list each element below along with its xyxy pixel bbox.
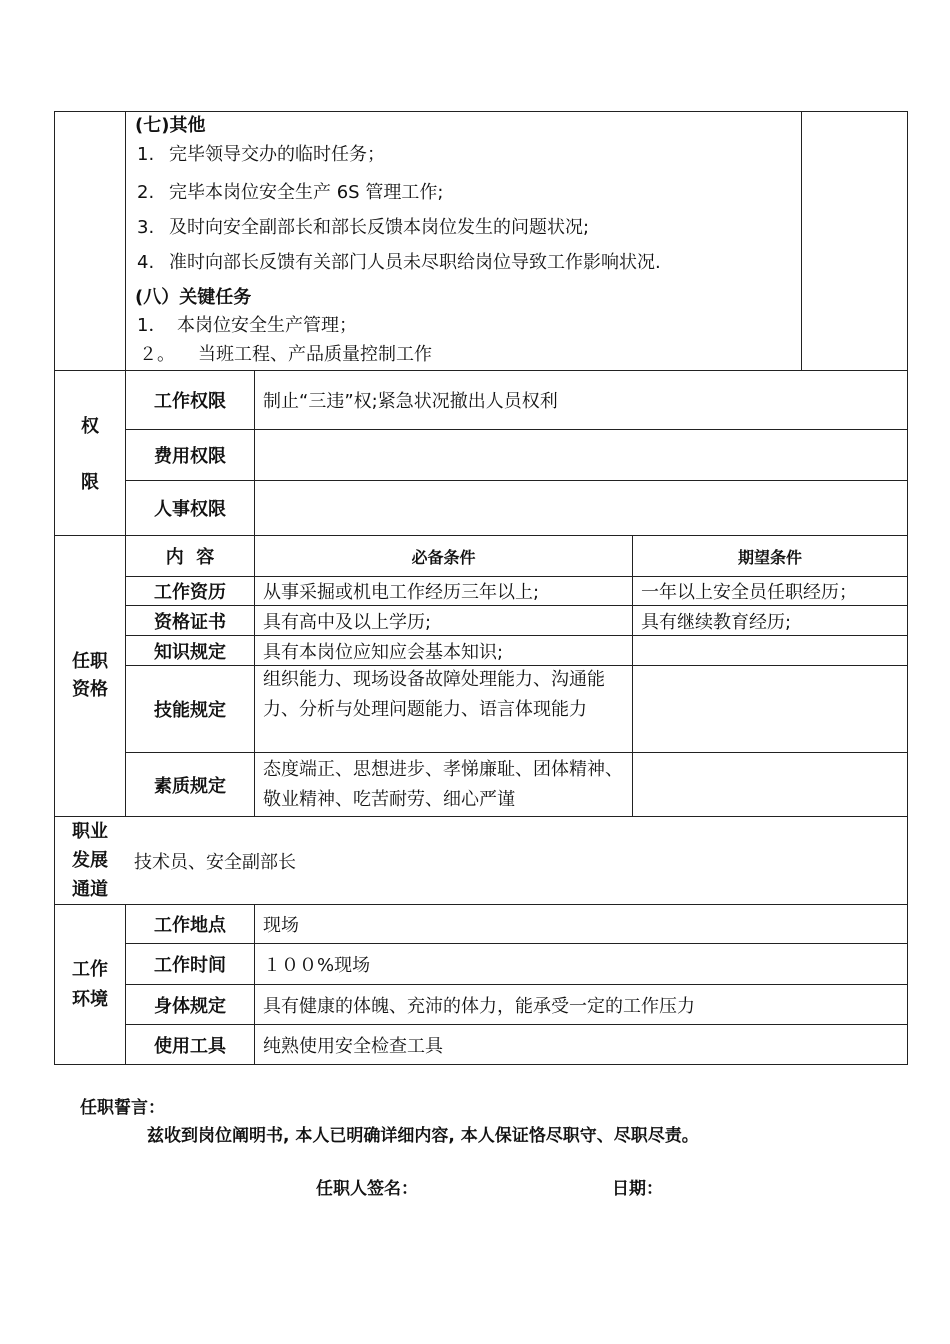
environment-row-label: 工作时间 xyxy=(154,955,226,976)
qualification-row-label: 工作资历 xyxy=(154,582,226,603)
qualification-row-label: 技能规定 xyxy=(154,700,226,721)
authority-label-bottom: 限 xyxy=(81,472,99,493)
date-label: 日期： xyxy=(612,1179,663,1199)
qualification-row-expected: 具有继续教育经历; xyxy=(641,611,792,633)
environment-row-label: 身体规定 xyxy=(154,995,226,1017)
environment-row-value: 纯熟使用安全检查工具 xyxy=(263,1035,443,1057)
oath-text: 兹收到岗位阐明书, 本人已明确详细内容, 本人保证恪尽职守、尽职尽责。 xyxy=(147,1126,699,1146)
qualification-row-required: 组织能力、现场设备故障处理能力、沟通能力、分析与处理问题能力、语言体现能力 xyxy=(263,669,605,720)
qualification-row-expected: 一年以上安全员任职经历； xyxy=(641,582,857,603)
section8-item-1-num: 1． xyxy=(137,315,167,336)
environment-label xyxy=(55,905,125,1064)
header-required: 必备条件 xyxy=(411,547,476,567)
section7-title: (七)其他 xyxy=(135,115,206,136)
header-expected: 期望条件 xyxy=(737,547,802,567)
career-label xyxy=(55,817,125,904)
qualification-row-expected xyxy=(633,753,907,816)
career-label-line1: 职业 xyxy=(72,821,108,842)
qualification-row-required: 态度端正、思想进步、孝悌廉耻、团体精神、敬业精神、吃苦耐劳、细心严谨 xyxy=(263,759,623,810)
section7-item-3-num: 3. xyxy=(137,217,155,238)
section7-item-1-num: 1. xyxy=(137,144,155,165)
signature-label: 任职人签名： xyxy=(316,1179,418,1199)
environment-label-line1: 工作 xyxy=(72,958,108,980)
career-label-line3: 通道 xyxy=(72,879,108,900)
header-content: 内 容 xyxy=(165,547,215,568)
section8-title: (八）关键任务 xyxy=(135,287,252,308)
environment-row-value: 现场 xyxy=(263,915,299,936)
career-value: 技术员、安全副部长 xyxy=(134,851,296,873)
qualification-row-required: 从事采掘或机电工作经历三年以上; xyxy=(263,582,540,603)
career-label-line2: 发展 xyxy=(72,850,108,871)
authority-row-value: 制止“三违”权;紧急状况撤出人员权利 xyxy=(263,391,558,412)
section7-item-3: 及时向安全副部长和部长反馈本岗位发生的问题状况; xyxy=(169,217,590,238)
section7-item-4: 准时向部长反馈有关部门人员未尽职给岗位导致工作影响状况. xyxy=(169,252,661,273)
section8-item-2: 当班工程、产品质量控制工作 xyxy=(198,344,432,365)
qualification-row-label: 资格证书 xyxy=(154,611,226,633)
section7-item-4-num: 4. xyxy=(137,252,155,273)
qualification-row-expected xyxy=(633,666,907,752)
qualification-row-label: 素质规定 xyxy=(154,775,226,797)
qualification-label-line2: 资格 xyxy=(72,679,108,700)
qualification-label xyxy=(55,536,125,816)
qualification-label-line1: 任职 xyxy=(72,651,108,672)
qualification-row-label: 知识规定 xyxy=(154,641,226,663)
oath-title: 任职誓言： xyxy=(80,1098,165,1118)
section8-item-1: 本岗位安全生产管理； xyxy=(177,315,357,336)
authority-row-value xyxy=(255,430,907,480)
authority-label xyxy=(55,371,125,535)
qualification-row-expected xyxy=(633,636,907,665)
environment-row-label: 使用工具 xyxy=(154,1035,226,1057)
environment-row-label: 工作地点 xyxy=(154,915,226,936)
authority-row-value xyxy=(255,481,907,535)
section7-item-2: 完毕本岗位安全生产 6S 管理工作; xyxy=(169,182,444,203)
authority-label-top: 权 xyxy=(81,416,99,437)
qualification-row-required: 具有本岗位应知应会基本知识; xyxy=(263,641,504,663)
environment-row-value: 具有健康的体魄、充沛的体力，能承受一定的工作压力 xyxy=(263,995,695,1017)
authority-row-label: 人事权限 xyxy=(154,499,226,520)
section8-item-2-num: ２。 xyxy=(139,344,175,365)
section7-item-1: 完毕领导交办的临时任务； xyxy=(169,144,385,165)
qualification-row-required: 具有高中及以上学历; xyxy=(263,611,432,633)
authority-row-label: 费用权限 xyxy=(154,446,226,467)
environment-row-value: １００%现场 xyxy=(263,955,371,976)
section7-item-2-num: 2. xyxy=(137,182,155,203)
environment-label-line2: 环境 xyxy=(72,988,108,1010)
authority-row-label: 工作权限 xyxy=(154,391,226,412)
